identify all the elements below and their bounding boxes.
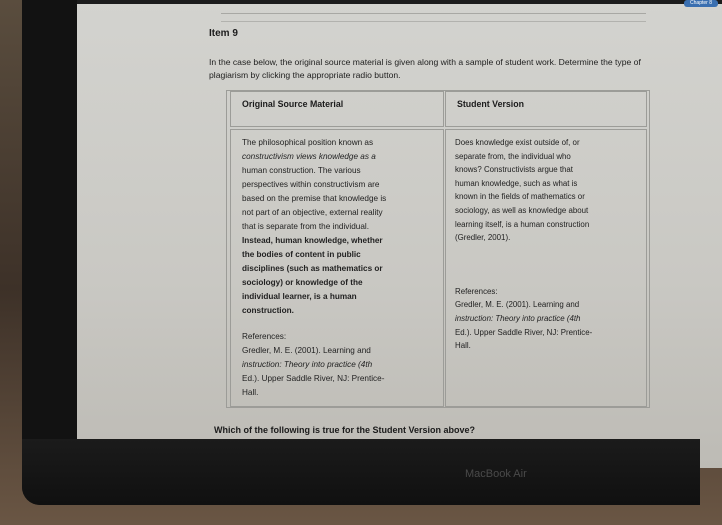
original-line: individual learner, is a human [242,292,357,301]
header-student-version: Student Version [445,91,647,127]
comparison-table [226,90,650,408]
original-line: perspectives within constructivism are [242,180,380,189]
original-line: based on the premise that knowledge is [242,194,387,203]
references-label: References: [455,286,498,296]
reference-line: Gredler, M. E. (2001). Learning and [242,346,371,355]
student-line: human knowledge, such as what is [455,178,578,188]
student-line: (Gredler, 2001). [455,233,511,243]
reference-line: Ed.). Upper Saddle River, NJ: Prentice- [242,374,385,383]
reference-line: Hall. [455,341,471,351]
original-line: construction. [242,306,294,315]
original-line: disciplines (such as mathematics or [242,264,383,273]
browser-top-strip [77,0,722,4]
reference-line: instruction: Theory into practice (4th [455,313,581,323]
original-line: sociology) or knowledge of the [242,278,363,287]
laptop-bezel [22,0,712,505]
screen [77,0,722,468]
student-line: learning itself, is a human construction [455,219,590,229]
reference-line: Ed.). Upper Saddle River, NJ: Prentice- [455,327,593,337]
header-divider [221,13,646,14]
original-line: the bodies of content in public [242,250,361,259]
original-line: that is separate from the individual. [242,222,369,231]
student-line: separate from, the individual who [455,151,571,161]
reference-line: instruction: Theory into practice (4th [242,360,373,369]
item-title: Item 9 [209,28,238,39]
header-original-source: Original Source Material [230,91,444,127]
student-line: Does knowledge exist outside of, or [455,138,580,147]
original-line: not part of an objective, external reality [242,208,383,217]
laptop-brand-label: MacBook Air [465,468,527,480]
original-line: The philosophical position known as [242,138,374,147]
student-line: knows? Constructivists argue that [455,165,573,175]
reference-line: Hall. [242,388,259,397]
question-prompt: Which of the following is true for the Student Version above? [214,425,476,435]
student-line: known in the fields of mathematics or [455,192,585,202]
instructions-text: In the case below, the original source material is given along with a sample of student work. Determine the type of plagiarism by clicking the appropriate radio button. [209,57,641,80]
student-version-cell [445,129,647,407]
original-line: human construction. The various [242,166,361,175]
reference-line: Gredler, M. E. (2001). Learning and [455,300,580,310]
header-divider-2 [221,21,646,22]
original-line: Instead, human knowledge, whether [242,236,383,245]
laptop-chin [22,439,700,505]
original-source-cell [230,129,444,407]
student-line: sociology, as well as knowledge about [455,205,589,215]
original-line: constructivism views knowledge as a [242,152,376,161]
browser-tab[interactable]: Chapter 8 [684,0,718,7]
references-label: References: [242,332,287,341]
